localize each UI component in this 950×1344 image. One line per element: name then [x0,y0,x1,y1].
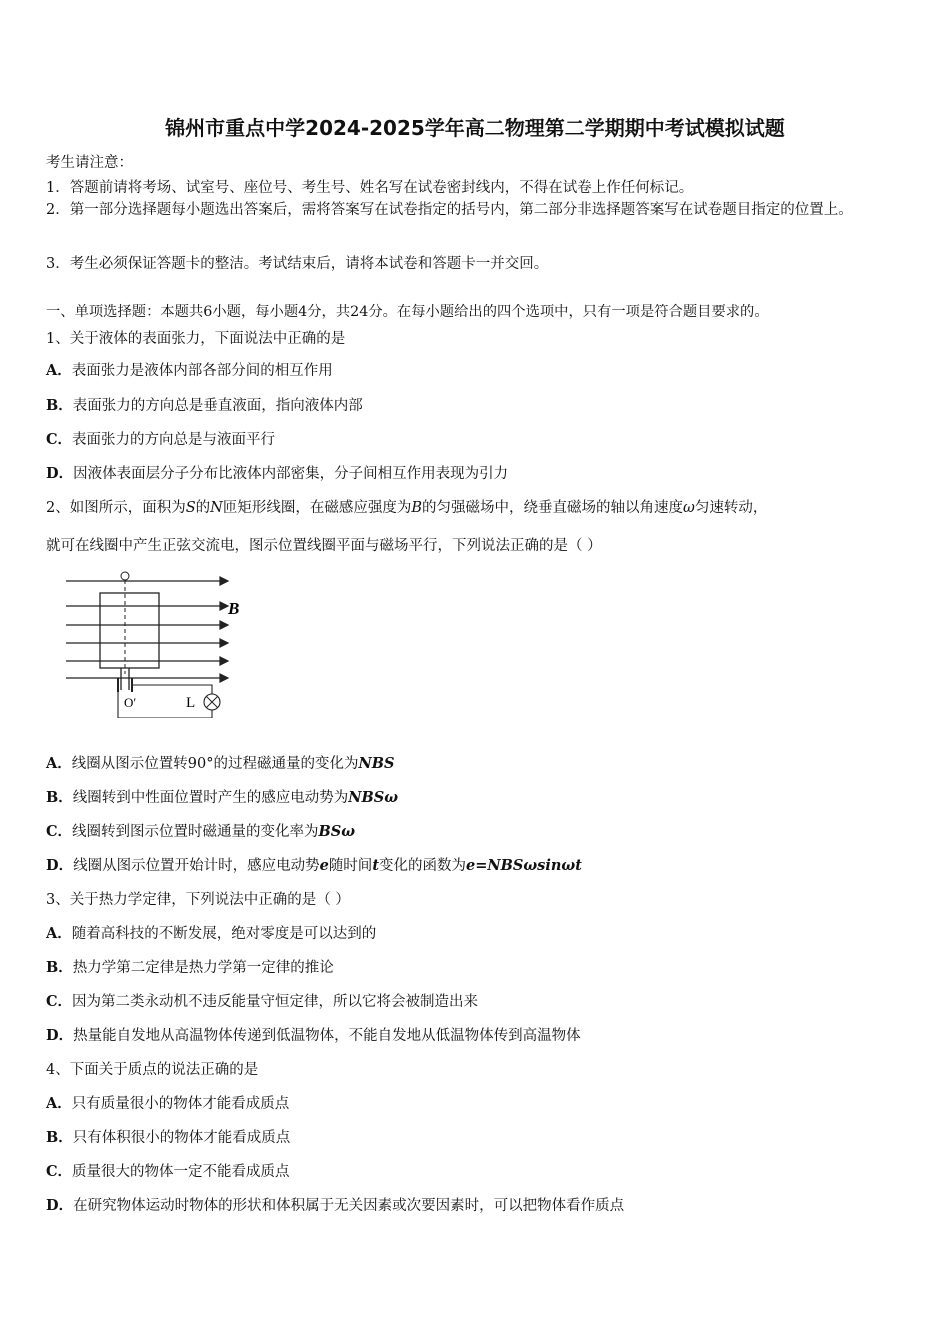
option-letter: B． [46,397,73,414]
option-text: 热量能自发地从高温物体传递到低温物体，不能自发地从低温物体传到高温物体 [73,1028,581,1044]
option-text: 线圈转到图示位置时磁通量的变化率为 [72,824,319,840]
option-text: 因为第二类永动机不违反能量守恒定律，所以它将会被制造出来 [72,994,479,1010]
option-letter: A． [46,755,72,772]
notice-item-1: 1．答题前请将考场、试室号、座位号、考生号、姓名写在试卷密封线内，不得在试卷上作任何标记。 [46,180,694,196]
option-text: 线圈从图示位置转90°的过程磁通量的变化为 [71,756,359,772]
q2-option-a [46,752,394,773]
option-text: 只有质量很小的物体才能看成质点 [71,1096,290,1112]
option-letter: D． [46,465,74,482]
option-letter: C． [46,431,73,448]
stem-text: 的 [195,500,211,516]
option-text: 在研究物体运动时物体的形状和体积属于无关因素或次要因素时，可以把物体看作质点 [73,1198,625,1214]
option-letter: B． [46,959,73,976]
q1-option-d [46,462,508,483]
q4-option-c [46,1160,290,1181]
notice-item-3: 3．考生必须保证答题卡的整洁。考试结束后，请将本试卷和答题卡一并交回。 [46,256,549,272]
question-1-stem: 1、关于液体的表面张力，下面说法中正确的是 [46,331,346,347]
stem-text: 的匀强磁场中，绕垂直磁场的轴以角速度 [422,500,684,516]
option-letter: C． [46,1163,73,1180]
option-text: 质量很大的物体一定不能看成质点 [72,1164,290,1180]
question-2-stem-line2: 就可在线圈中产生正弦交流电，图示位置线圈平面与磁场平行，下列说法正确的是（ ） [46,538,602,554]
stem-text: 匝矩形线圈，在磁感应强度为 [222,500,412,516]
q2-option-d [46,854,582,875]
option-text: 因液体表面层分子分布比液体内部密集，分子间相互作用表现为引力 [73,466,509,482]
axis-top-marker [121,572,129,580]
q4-option-a [46,1092,289,1113]
option-letter: A． [46,925,72,942]
q1-option-a [46,359,333,380]
option-text: 随时间 [328,858,373,874]
q3-option-a [46,922,376,943]
option-text: 变化的函数为 [379,858,467,874]
var-omega: ω [683,500,695,516]
q1-option-b [46,394,363,415]
option-text: 表面张力的方向总是与液面平行 [72,432,276,448]
option-text: 随着高科技的不断发展，绝对零度是可以达到的 [71,926,377,942]
option-math: NBS [358,755,395,772]
label-o-prime: O′ [124,695,137,710]
coil-in-magnetic-field-diagram [60,568,260,718]
notice-item-2: 2．第一部分选择题每小题选出答案后，需将答案写在试卷指定的括号内，第二部分非选择题答案写在试卷题目指定的位置上。 [46,202,853,218]
option-math: e=NBSωsinωt [466,857,582,874]
option-letter: B． [46,789,73,806]
option-letter: D． [46,1197,74,1214]
var-n: N [210,500,223,516]
label-l: L [186,695,196,711]
option-text: 表面张力是液体内部各部分间的相互作用 [71,363,333,379]
q2-option-b [46,786,398,807]
option-text: 线圈转到中性面位置时产生的感应电动势为 [72,790,349,806]
option-letter: B． [46,1129,73,1146]
q4-option-d [46,1194,624,1215]
q3-option-c [46,990,478,1011]
option-text: 线圈从图示位置开始计时，感应电动势 [73,858,320,874]
question-2-stem [46,496,767,517]
q4-option-b [46,1126,290,1147]
notice-heading: 考生请注意： [46,155,133,171]
section-heading: 一、单项选择题：本题共6小题，每小题4分，共24分。在每小题给出的四个选项中，只有一项是符合题目要求的。 [46,304,769,320]
var-s: S [185,500,196,516]
option-letter: D． [46,857,74,874]
circuit-wire [132,685,212,694]
rectangular-coil [100,593,159,668]
option-letter: D． [46,1027,74,1044]
option-text: 热力学第二定律是热力学第一定律的推论 [72,960,334,976]
page-title: 锦州市重点中学2024-2025学年高二物理第二学期期中考试模拟试题 [165,116,785,140]
question-3-stem: 3、关于热力学定律，下列说法中正确的是（ ） [46,892,350,908]
var-e: e [319,857,329,874]
label-b: B [228,599,240,618]
stem-text: 2、如图所示，面积为 [46,500,186,516]
option-text: 只有体积很小的物体才能看成质点 [72,1130,291,1146]
option-math: BSω [318,823,356,840]
option-math: NBSω [348,789,399,806]
question-4-stem: 4、下面关于质点的说法正确的是 [46,1062,259,1078]
stem-text: 匀速转动， [694,500,768,516]
option-text: 表面张力的方向总是垂直液面，指向液体内部 [72,398,363,414]
var-t: t [372,857,380,874]
option-letter: A． [46,1095,72,1112]
q3-option-d [46,1024,581,1045]
option-letter: C． [46,993,73,1010]
var-b: B [411,500,423,516]
q2-option-c [46,820,355,841]
option-letter: C． [46,823,73,840]
q1-option-c [46,428,275,449]
option-letter: A． [46,362,72,379]
q3-option-b [46,956,334,977]
